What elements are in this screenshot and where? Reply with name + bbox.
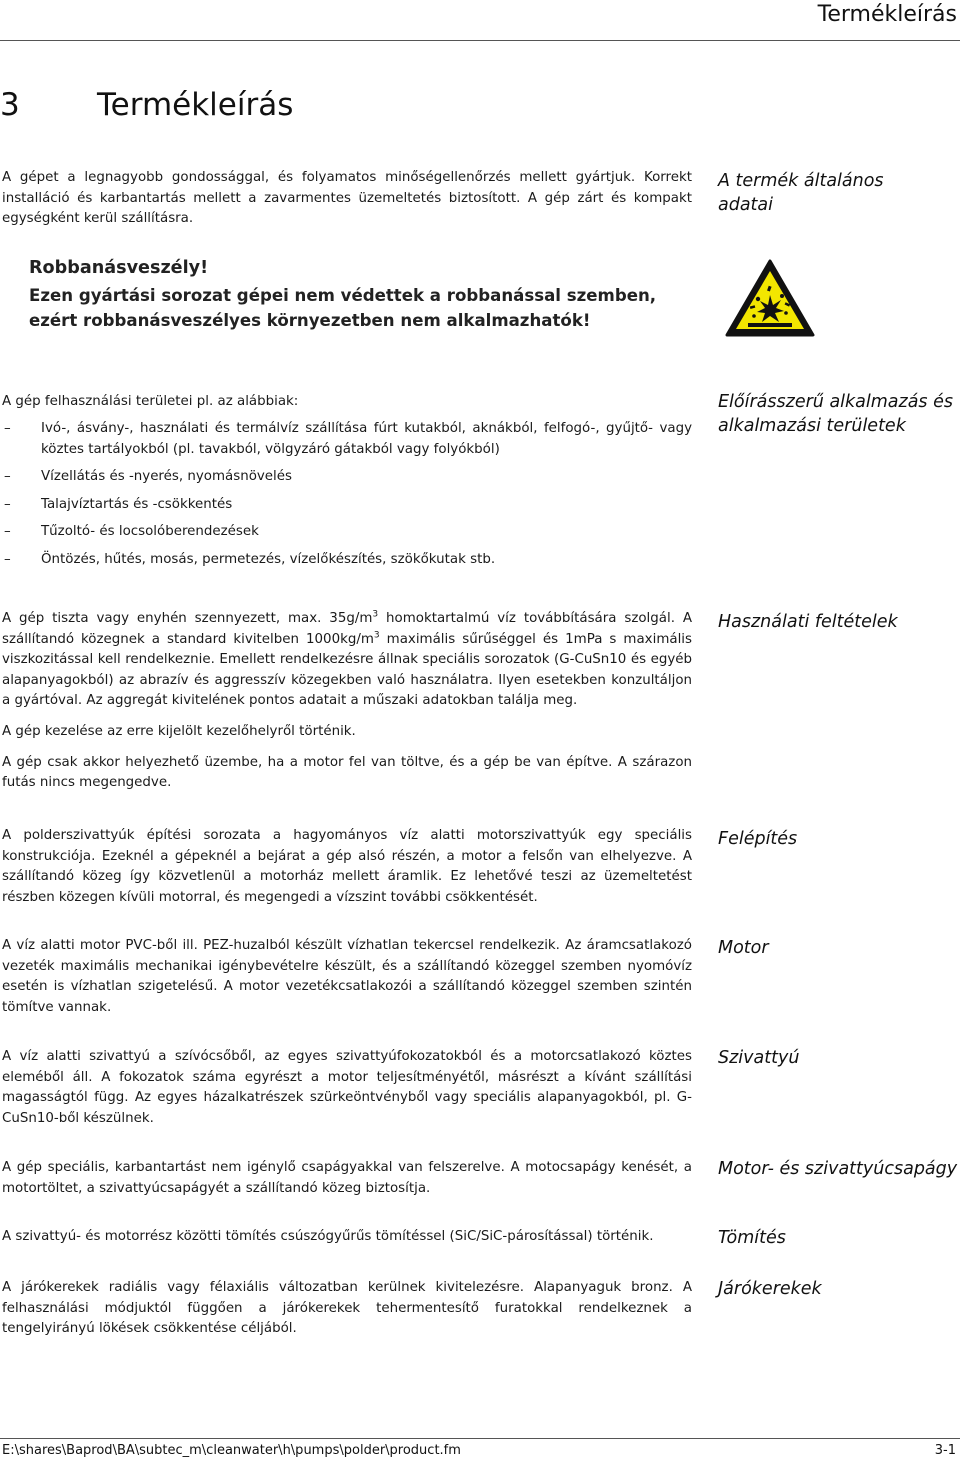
warning-line-2: ezért robbanásveszélyes környezetben nem alkalmazhatók! — [29, 311, 591, 330]
side-heading-bearings: Motor- és szivattyúcsapágy — [718, 1159, 958, 1179]
footer-file-path: E:\shares\Baprod\BA\subtec_m\cleanwater\h\pumps\polder\product.fm — [2, 1443, 461, 1458]
bearings-paragraph: A gép speciális, karbantartást nem igénylő csapágyakkal van felszerelve. A motocsapágy kenését, a motortöltet, a szivattyúcsapágyét a szállítandó közeg biztosítja. — [2, 1160, 692, 1196]
running-header-title: Termékleírás — [817, 2, 957, 27]
pump-paragraph: A víz alatti szivattyú a szívócsőből, az egyes szivattyúfokozatokból és a motorcsatlakozó köztes eleméből áll. A fokozatok száma egyrészt a motor teljesítményétől, másrészt a kívánt szállítási magasságtól függ. Az egyes házalkatrészek szürkeöntvényből vagy speciális alapanyagokból, pl. G-CuSn10-ből készülnek. — [2, 1049, 692, 1126]
conditions-paragraph-2: A gép kezelése az erre kijelölt kezelőhelyről történik. — [2, 723, 356, 739]
side-heading-construction: Felépítés — [718, 829, 798, 849]
application-intro: A gép felhasználási területei pl. az alábbiak: — [2, 394, 299, 409]
footer-rule — [0, 1438, 960, 1439]
general-paragraph: A gépet a legnagyobb gondossággal, és folyamatos minőségellenőrzés mellett gyártjuk. Korrekt installáció és karbantartás mellett a zavarmentes üzemeltetés biztosított. A gép zárt és kompakt egységként kerül szállításra. — [2, 170, 692, 227]
warning-line-1: Ezen gyártási sorozat gépei nem védettek a robbanással szemben, — [29, 286, 657, 305]
impellers-paragraph: A járókerekek radiális vagy félaxiális változatban kerülnek kivitelezésre. Alapanyaguk bronz. A felhasználási módjuktól függően a járókerekek tehermentesítő furatokkal rendelkeznek a tengelyirányú lökések csökkentése céljából. — [2, 1280, 692, 1337]
warning-heading: Robbanásveszély! — [29, 258, 209, 278]
list-item: – Talajvíztartás és -csökkentés — [4, 496, 233, 512]
side-heading-motor: Motor — [718, 938, 769, 958]
conditions-paragraph-3: A gép csak akkor helyezhető üzembe, ha a motor fel van töltve, és a gép be van építve. A szárazon futás nincs megengedve. — [2, 754, 692, 791]
list-item: – Vízellátás és -nyerés, nyomásnövelés — [4, 469, 292, 485]
chapter-heading — [0, 87, 293, 123]
header-rule — [0, 40, 960, 41]
side-heading-impellers: Járókerekek — [718, 1279, 822, 1299]
side-heading-application: Előírásszerű alkalmazás és alkalmazási területek — [718, 392, 953, 436]
seal-paragraph: A szivattyú- és motorrész közötti tömítés csúszógyűrűs tömítéssel (SiC/SiC-párosítással) történik. — [2, 1229, 654, 1244]
chapter-title: Termékleírás — [97, 87, 294, 123]
conditions-paragraph-1: A gép tiszta vagy enyhén szennyezett, max. $35g/m^3$ homoktartalmú víz továbbítására szolgál. A szállítandó közegnek a standard kivitelben $1000kg/m^3$ maximális sűrűséggel és 1mPa s maximális viszkozitással kell rendelkeznie. Emellett rendelkezésre állnak speciális sorozatok (G-CuSn10 és egyéb alapanyagokból) az abrazív és aggresszív közegekben való használatra. Ilyen esetekben konzultáljon a gyártóval. Az aggregát kivitelének pontos adatait a műszaki adatokban találja meg. — [2, 609, 692, 709]
list-item: – Öntözés, hűtés, mosás, permetezés, vízelőkészítés, szökőkutak stb. — [4, 551, 496, 567]
application-list — [2, 419, 692, 571]
side-heading-pump: Szivattyú — [718, 1048, 800, 1068]
warning-text — [29, 283, 689, 333]
list-item: – Ivó-, ásvány-, használati és termálvíz szállítása fúrt kutakból, aknákból, felfogó-, gyűjtő- vagy köztes tartályokból (pl. tavakból, völgyzáró gátakból vagy folyókból) — [4, 421, 692, 457]
construction-paragraph: A polderszivattyúk építési sorozata a hagyományos víz alatti motorszivattyúk egy speciális konstrukciója. Ezeknél a gépeknél a bejárat a gép alsó részén, a motor a felsőn van elhelyezve. A szállítandó közeg így közvetlenül a motorház mellett áramlik. Ez lehetővé teszi az üzemeltetést részben közegen kívüli motorral, és megengedi a vízszint további csökkentését. — [2, 828, 692, 905]
side-heading-seal: Tömítés — [718, 1228, 786, 1248]
explosion-warning-icon — [724, 258, 816, 338]
list-item: – Tűzoltó- és locsolóberendezések — [4, 524, 259, 540]
side-heading-general: A termék általános adatai — [718, 171, 884, 215]
side-heading-conditions: Használati feltételek — [718, 612, 898, 632]
chapter-number: 3 — [0, 87, 20, 123]
motor-paragraph: A víz alatti motor PVC-ből ill. PEZ-huzalból készült vízhatlan tekercsel rendelkezik. Az áramcsatlakozó vezeték maximális mechanikai igénybevételre készült, és a szállítandó közeggel szemben nyomóvíz esetén is vízhatlan szigetelésű. A motor vezetékcsatlakozói a szállítandó közeggel szemben szintén tömítve vannak. — [2, 938, 692, 1015]
conditions-text — [2, 609, 692, 804]
footer-page-number: 3-1 — [934, 1443, 956, 1458]
